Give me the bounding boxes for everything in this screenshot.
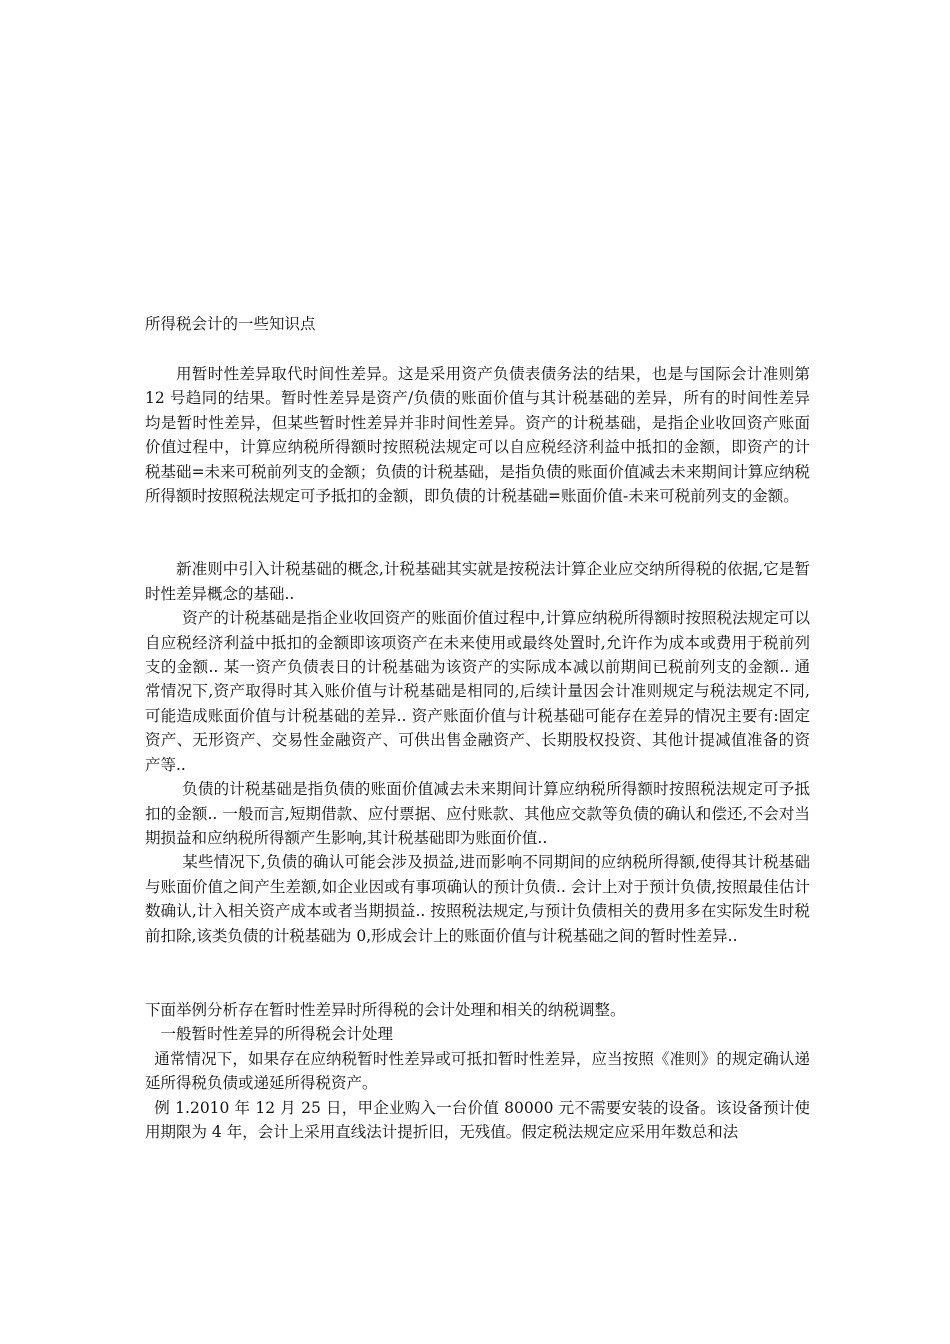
section-heading-general-treatment: 一般暂时性差异的所得税会计处理 [160, 1025, 394, 1044]
paragraph-example-1: 例 1.2010 年 12 月 25 日，甲企业购入一台价值 80000 元不需要安装的设备。该设备预计使用期限为 4 年，会计上采用直线法计提折旧，无残值。假定税法规定应采用年数总和法 [145, 1098, 810, 1141]
document-title: 所得税会计的一些知识点 [145, 315, 316, 333]
paragraph-example-intro: 下面举例分析存在暂时性差异时所得税的会计处理和相关的纳税调整。 [145, 1000, 626, 1019]
paragraph-contingent-liability: 某些情况下,负债的确认可能会涉及损益,进而影响不同期间的应纳税所得额,使得其计税基础与账面价值之间产生差额,如企业因或有事项确认的预计负债.. 会计上对于预计负债,按照最佳估计数确认,计入相关资产成本或者当期损益.. 按照税法规定,与预计负债相关的费用多在实际发生时税前扣除,该类负债的计税基础为 0,形成会计上的账面价值与计税基础之间的暂时性差异.. [145, 853, 810, 945]
paragraph-spacer [145, 508, 810, 557]
paragraph-general-rule: 通常情况下，如果存在应纳税暂时性差异或可抵扣暂时性差异，应当按照《准则》的规定确认递延所得税负债或递延所得税资产。 [145, 1049, 810, 1093]
paragraph-tax-base-concept: 新准则中引入计税基础的概念,计税基础其实就是按税法计算企业应交纳所得税的依据,它是暂时性差异概念的基础.. [145, 560, 810, 603]
paragraph-liability-tax-base: 负债的计税基础是指负债的账面价值减去未来期间计算应纳税所得额时按照税法规定可予抵扣的金额.. 一般而言,短期借款、应付票据、应付账款、其他应交款等负债的确认和偿还,不会对当期损益和应纳税所得额产生影响,其计税基础即为账面价值.. [145, 780, 810, 847]
paragraph-temporary-difference: 用暂时性差异取代时间性差异。这是采用资产负债表债务法的结果，也是与国际会计准则第 12 号趋同的结果。暂时性差异是资产/负债的账面价值与其计税基础的差异，所有的时间性差异均是暂时性差异，但某些暂时性差异并非时间性差异。资产的计税基础，是指企业收回资产账面价值过程中，计算应纳税所得额时按照税法规定可以自应税经济利益中抵扣的金额，即资产的计税基础=未来可税前列支的金额；负债的计税基础，是指负债的账面价值减去未来期间计算应纳税所得额时按照税法规定可予抵扣的金额，即负债的计税基础=账面价值-未来可税前列支的金额。 [145, 365, 810, 506]
paragraph-asset-tax-base: 资产的计税基础是指企业收回资产的账面价值过程中,计算应纳税所得额时按照税法规定可以自应税经济利益中抵扣的金额即该项资产在未来使用或最终处置时,允许作为成本或费用于税前列支的金额.. 某一资产负债表日的计税基础为该资产的实际成本减以前期间已税前列支的金额.. 通常情况下,资产取得时其入账价值与计税基础是相同的,后续计量因会计准则规定与税法规定不同,可能造成账面价值与计税基础的差异.. 资产账面价值与计税基础可能存在差异的情况主要有:固定资产、无形资产、交易性金融资产、可供出售金融资产、长期股权投资、其他计提减值准备的资产等.. [145, 609, 810, 774]
document-body [145, 312, 810, 1144]
paragraph-spacer [145, 948, 810, 998]
